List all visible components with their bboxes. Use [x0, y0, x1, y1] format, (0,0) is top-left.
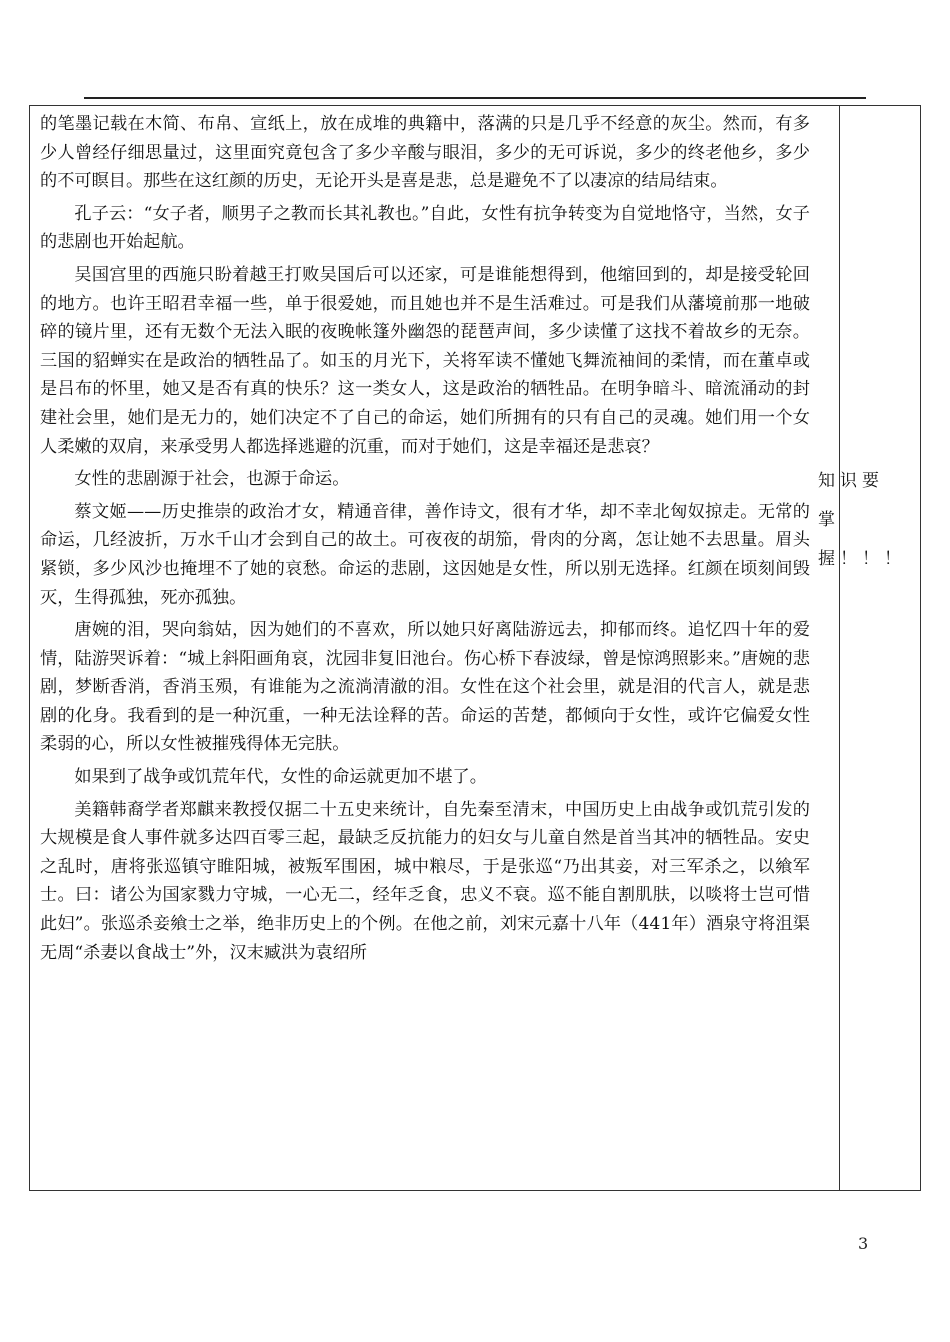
paragraph: 吴国宫里的西施只盼着越王打败吴国后可以还家，可是谁能想得到，他缩回到的，却是接受轮回的地方。也许王昭君幸福一些，单于很爱她，而且她也并不是生活难过。可是我们从藩境前那一地破碎的镜片里，还有无数个无法入眠的夜晚帐篷外幽怨的琵琶声间，多少读懂了这找不着故乡的无奈。三国的貂蝉实在是政治的牺牲品了。如玉的月光下，关将军读不懂她飞舞流袖间的柔情，而在董卓或是吕布的怀里，她又是否有真的快乐？这一类女人，这是政治的牺牲品。在明争暗斗、暗流涌动的封建社会里，她们是无力的，她们决定不了自己的命运，她们所拥有的只有自己的灵魂。她们用一个女人柔嫩的双肩，来承受男人都选择逃避的沉重，而对于她们，这是幸福还是悲哀？ [40, 264, 810, 457]
paragraph: 如果到了战争或饥荒年代，女性的命运就更加不堪了。 [74, 767, 487, 788]
side-note: 知识要掌握！！！ [818, 471, 906, 569]
content-table [29, 105, 921, 1191]
paragraph: 唐婉的泪，哭向翁姑，因为她们的不喜欢，所以她只好离陆游远去，抑郁而终。追忆四十年的爱情，陆游哭诉着：“城上斜阳画角哀，沈园非复旧池台。伤心桥下春波绿，曾是惊鸿照影来。”唐婉的悲剧，梦断香消，香消玉殒，有谁能为之流淌清澈的泪。女性在这个社会里，就是泪的代言人，就是悲剧的化身。我看到的是一种沉重，一种无法诠释的苦。命运的苦楚，都倾向于女性，或许它偏爱女性柔弱的心，所以女性被摧残得体无完肤。 [40, 620, 810, 755]
header-rule [84, 97, 866, 99]
paragraph: 女性的悲剧源于社会，也源于命运。 [74, 469, 350, 490]
paragraph: 美籍韩裔学者郑麒来教授仅据二十五史来统计，自先秦至清末，中国历史上由战争或饥荒引发的大规模是食人事件就多达四百零三起，最缺乏反抗能力的妇女与儿童自然是首当其冲的牺牲品。安史之乱时，唐将张巡镇守睢阳城，被叛军围困，城中粮尽，于是张巡“乃出其妾，对三军杀之，以飨军士。曰：诸公为国家戮力守城，一心无二，经年乏食，忠义不衰。巡不能自割肌肤，以啖将士岂可惜此妇”。张巡杀妾飨士之举，绝非历史上的个例。在他之前，刘宋元嘉十八年（441年）酒泉守将沮渠无周“杀妻以食战士”外，汉末臧洪为袁绍所 [40, 799, 810, 963]
paragraph: 孔子云：“女子者，顺男子之教而长其礼教也。”自此，女性有抗争转变为自觉地恪守，当然，女子的悲剧也开始起航。 [40, 203, 810, 253]
paragraph: 蔡文姬——历史推崇的政治才女，精通音律，善作诗文，很有才华，却不幸北匈奴掠走。无常的命运，几经波折，万水千山才会到自己的故土。可夜夜的胡笳，骨肉的分离，怎让她不去思量。眉头紧锁，多少风沙也掩埋不了她的哀愁。命运的悲剧，这因她是女性，所以别无选择。红颜在顷刻间毁灭，生得孤独，死亦孤独。 [40, 501, 810, 608]
main-text-cell [40, 110, 810, 971]
page-number: 3 [858, 1234, 869, 1253]
column-divider [839, 106, 840, 1190]
paragraph: 的笔墨记载在木简、布帛、宣纸上，放在成堆的典籍中，落满的只是几乎不经意的灰尘。然而，有多少人曾经仔细思量过，这里面究竟包含了多少辛酸与眼泪，多少的无可诉说，多少的终老他乡，多少的不可瞑目。那些在这红颜的历史，无论开头是喜是悲，总是避免不了以凄凉的结局结束。 [40, 114, 810, 192]
